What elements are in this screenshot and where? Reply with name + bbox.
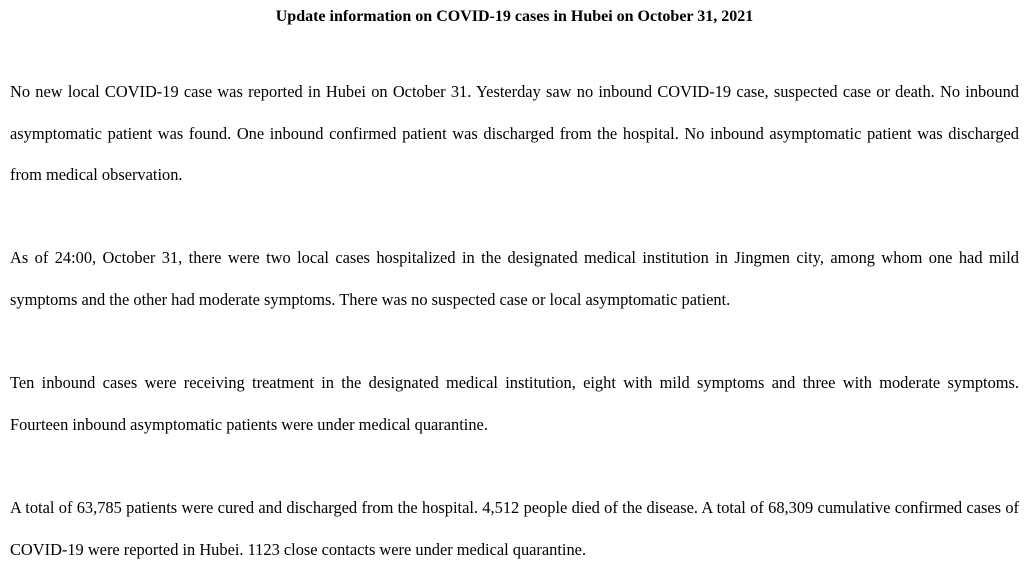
document-title: Update information on COVID-19 cases in Hubei on October 31, 2021 [275,8,754,25]
paragraph-cumulative-totals: A total of 63,785 patients were cured and discharged from the hospital. 4,512 people died of the disease. A total of 68,309 cumulative confirmed cases of COVID-19 were reported in Hubei. 1123 close contacts were under medical quarantine. [10,498,1019,559]
paragraph-local-hospitalized: As of 24:00, October 31, there were two local cases hospitalized in the designated medical institution in Jingmen city, among whom one had mild symptoms and the other had moderate symptoms. There was no suspected case or local asymptomatic patient. [10,248,1019,309]
paragraph-new-cases: No new local COVID-19 case was reported in Hubei on October 31. Yesterday saw no inbound COVID-19 case, suspected case or death. No inbound asymptomatic patient was found. One inbound confirmed patient was discharged from the hospital. No inbound asymptomatic patient was discharged from medical observation. [10,82,1019,184]
paragraph-inbound-treatment: Ten inbound cases were receiving treatment in the designated medical institution, eight with mild symptoms and three with moderate symptoms. Fourteen inbound asymptomatic patients were under medical quarantine. [10,373,1019,434]
